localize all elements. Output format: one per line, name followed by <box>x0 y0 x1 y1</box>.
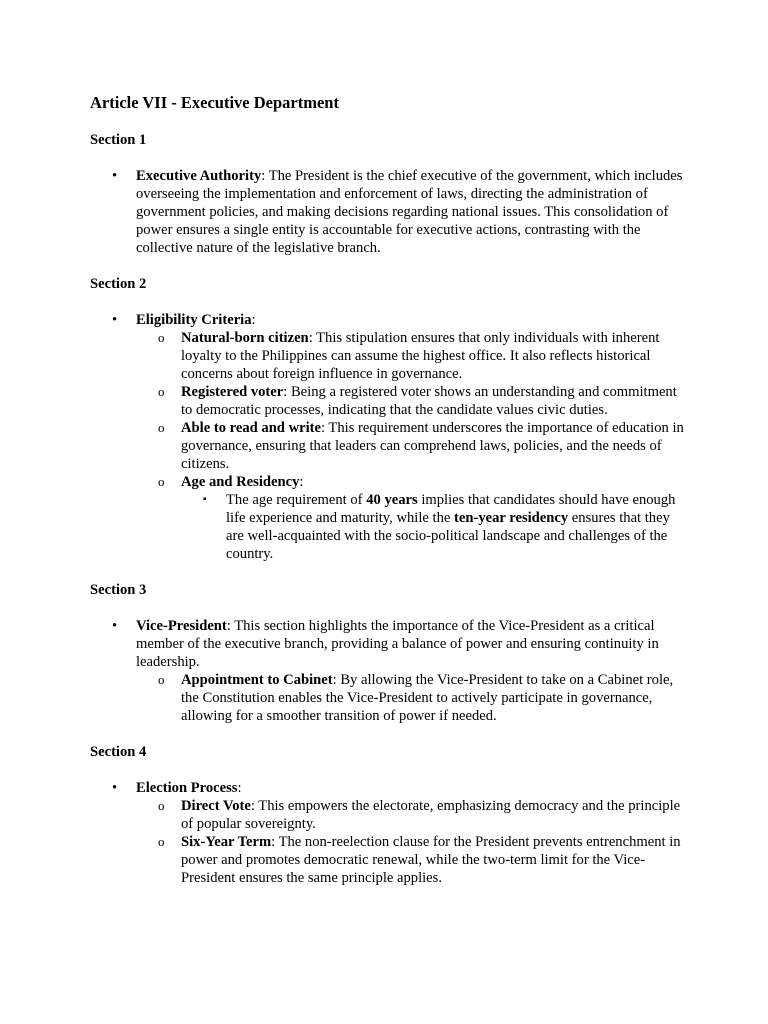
bullet-marker: • <box>112 312 118 328</box>
section-3 <box>90 581 690 725</box>
circle-marker: o <box>158 834 165 849</box>
document-body <box>90 93 690 905</box>
sub-list-item <box>136 383 690 419</box>
item-text: : <box>237 780 242 796</box>
item-term: Eligibility Criteria <box>136 312 252 328</box>
sub-list-item <box>136 671 690 725</box>
list-item <box>90 311 690 563</box>
sub-sub-list-item <box>181 491 690 563</box>
item-text: : <box>251 312 256 328</box>
section-4 <box>90 743 690 887</box>
bullet-list <box>90 311 690 563</box>
section-heading: Section 2 <box>90 276 147 292</box>
circle-marker: o <box>158 330 165 345</box>
sub-list-item <box>136 797 690 833</box>
bold-segment: ten-year residency <box>454 510 569 526</box>
sub-item-term: Six-Year Term <box>181 834 272 850</box>
bullet-list <box>90 617 690 725</box>
item-text: : The President is the chief executive of the government, which includes overseeing the implementation and enforcement of laws, directing the administration of government policies, and making decisions regarding national issues. This consolidation of power ensures a single entity is accountable for executive actions, contrasting with the collective nature of the legislative branch. <box>136 168 683 256</box>
bullet-list <box>90 167 690 257</box>
sub-list-item <box>136 833 690 887</box>
sub-list-item <box>136 473 690 563</box>
bullet-marker: • <box>112 618 118 634</box>
circle-marker: o <box>158 672 165 687</box>
sub-list <box>136 671 690 725</box>
sub-item-text: : The non-reelection clause for the President prevents entrenchment in power and promotes democratic renewal, while the two-term limit for the Vice-President ensures the same principle applies. <box>181 834 681 886</box>
circle-marker: o <box>158 420 165 435</box>
bold-segment: 40 years <box>366 492 418 508</box>
section-heading: Section 3 <box>90 582 147 598</box>
circle-marker: o <box>158 474 165 489</box>
section-1 <box>90 131 690 257</box>
item-term: Executive Authority <box>136 168 262 184</box>
bullet-marker: • <box>112 168 118 184</box>
sub-item-term: Age and Residency <box>181 474 300 490</box>
sub-list <box>136 329 690 563</box>
section-2 <box>90 275 690 563</box>
item-term: Election Process <box>136 780 238 796</box>
circle-marker: o <box>158 384 165 399</box>
text-segment: ensures that they are well-acquainted with the socio-political landscape and challenges of the country. <box>226 510 670 562</box>
sub-item-text: : <box>299 474 304 490</box>
sub-item-text: : By allowing the Vice-President to take on a Cabinet role, the Constitution enables the Vice-President to actively participate in governance, allowing for a smoother transition of power if needed. <box>181 672 674 724</box>
list-item <box>90 617 690 725</box>
sub-item-term: Direct Vote <box>181 798 251 814</box>
section-heading: Section 4 <box>90 744 147 760</box>
bullet-marker: • <box>112 780 118 796</box>
list-item <box>90 779 690 887</box>
text-segment: implies that candidates should have enough life experience and maturity, while the <box>226 492 676 526</box>
sub-item-term: Appointment to Cabinet <box>181 672 333 688</box>
square-marker: ▪ <box>203 494 207 505</box>
list-item <box>90 167 690 257</box>
sub-item-term: Able to read and write <box>181 420 321 436</box>
text-segment: The age requirement of <box>226 492 367 508</box>
sub-item-text: : Being a registered voter shows an understanding and commitment to democratic processes, indicating that the candidate values civic duties. <box>181 384 677 418</box>
sub-item-term: Natural-born citizen <box>181 330 309 346</box>
section-heading: Section 1 <box>90 132 147 148</box>
sub-item-text: : This empowers the electorate, emphasizing democracy and the principle of popular sovereignty. <box>181 798 681 832</box>
sub-item-text: : This requirement underscores the importance of education in governance, ensuring that leaders can comprehend laws, policies, and the needs of citizens. <box>181 420 684 472</box>
sub-list-item <box>136 419 690 473</box>
item-term: Vice-President <box>136 618 227 634</box>
sub-item-text: : This stipulation ensures that only individuals with inherent loyalty to the Philippines can assume the highest office. It also reflects historical concerns about foreign influence in governance. <box>181 330 660 382</box>
bullet-list <box>90 779 690 887</box>
page-title: Article VII - Executive Department <box>90 93 339 112</box>
item-text: : This section highlights the importance of the Vice-President as a critical member of the executive branch, providing a balance of power and ensuring continuity in leadership. <box>136 618 659 670</box>
circle-marker: o <box>158 798 165 813</box>
sub-list-item <box>136 329 690 383</box>
sub-list <box>136 797 690 887</box>
sub-item-term: Registered voter <box>181 384 284 400</box>
